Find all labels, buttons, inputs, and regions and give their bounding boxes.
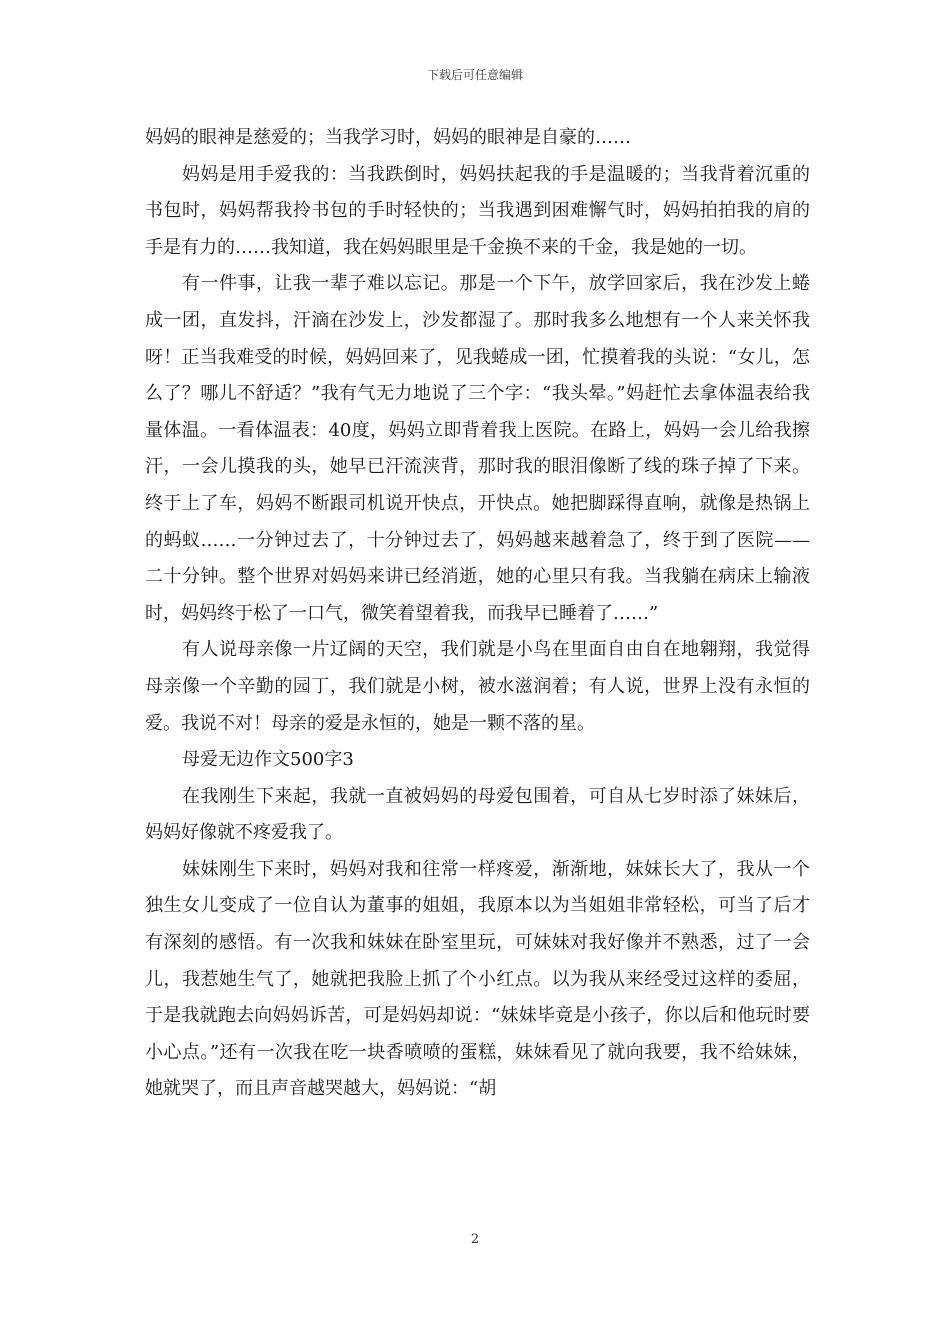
paragraph: 有人说母亲像一片辽阔的天空，我们就是小鸟在里面自由自在地翱翔，我觉得母亲像一个辛勤的园丁，我们就是小树，被水滋润着；有人说，世界上没有永恒的爱。我说不对！母亲的爱是永恒的，她是一颗不落的星。 [145, 639, 810, 734]
page-number: 2 [470, 1232, 480, 1247]
paragraph: 妈妈的眼神是慈爱的；当我学习时，妈妈的眼神是自豪的…… [145, 127, 631, 148]
document-body [145, 120, 810, 1108]
paragraph: 有一件事，让我一辈子难以忘记。那是一个下午，放学回家后，我在沙发上蜷成一团，直发抖，汗滴在沙发上，沙发都湿了。那时我多么地想有一个人来关怀我呀！正当我难受的时候，妈妈回来了，见我蜷成一团，忙摸着我的头说：“女儿，怎么了？哪儿不舒适？”我有气无力地说了三个字：“我头晕。”妈赶忙去拿体温表给我量体温。一看体温表：40度，妈妈立即背着我上医院。在路上，妈妈一会儿给我擦汗，一会儿摸我的头，她早已汗流浃背，那时我的眼泪像断了线的珠子掉了下来。终于上了车，妈妈不断跟司机说开快点，开快点。她把脚踩得直响，就像是热锅上的蚂蚁……一分钟过去了，十分钟过去了，妈妈越来越着急了，终于到了医院——二十分钟。整个世界对妈妈来讲已经消逝，她的心里只有我。当我躺在病床上输液时，妈妈终于松了一口气，微笑着望着我，而我早已睡着了……” [145, 273, 810, 624]
page-header: 下载后可任意编辑 [426, 68, 523, 82]
paragraph: 在我刚生下来起，我就一直被妈妈的母爱包围着，可自从七岁时添了妹妹后，妈妈好像就不疼爱我了。 [145, 785, 810, 844]
paragraph: 妹妹刚生下来时，妈妈对我和往常一样疼爱，渐渐地，妹妹长大了，我从一个独生女儿变成了一位自认为董事的姐姐，我原本以为当姐姐非常轻松，可当了后才有深刻的感悟。有一次我和妹妹在卧室里玩，可妹妹对我好像并不熟悉，过了一会儿，我惹她生气了，她就把我脸上抓了个小红点。以为我从来经受过这样的委屈，于是我就跑去向妈妈诉苦，可是妈妈却说：“妹妹毕竟是小孩子，你以后和他玩时要小心点。”还有一次我在吃一块香喷喷的蛋糕，妹妹看见了就向我要，我不给妹妹，她就哭了，而且声音越哭越大，妈妈说：“胡 [145, 858, 810, 1100]
section-title: 母爱无边作文500字3 [182, 749, 354, 771]
paragraph: 妈妈是用手爱我的：当我跌倒时，妈妈扶起我的手是温暖的；当我背着沉重的书包时，妈妈帮我拎书包的手时轻快的；当我遇到困难懈气时，妈妈拍拍我的肩的手是有力的……我知道，我在妈妈眼里是千金换不来的千金，我是她的一切。 [145, 163, 810, 258]
